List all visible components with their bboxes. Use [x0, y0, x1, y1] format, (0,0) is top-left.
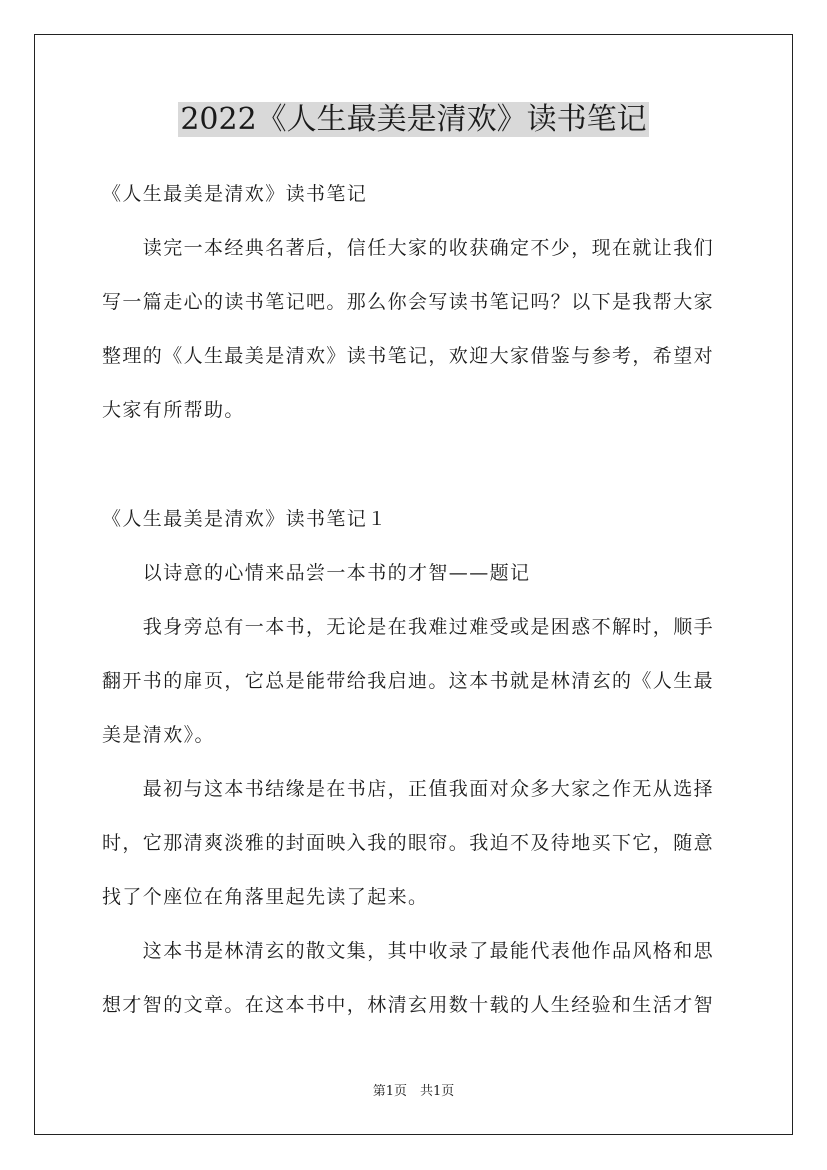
subtitle: 《人生最美是清欢》读书笔记 [102, 183, 368, 205]
p2-line-3: 找了个座位在角落里起先读了起来。 [102, 886, 429, 908]
section-heading: 《人生最美是清欢》读书笔记１ [102, 508, 388, 530]
p1-line-2: 翻开书的扉页，它总是能带给我启迪。这本书就是林清玄的《人生最 [102, 670, 715, 692]
intro-line-3: 整理的《人生最美是清欢》读书笔记，欢迎大家借鉴与参考，希望对 [102, 345, 715, 367]
p1-line-3: 美是清欢》。 [102, 724, 215, 746]
intro-line-1: 读完一本经典名著后，信任大家的收获确定不少，现在就让我们 [102, 237, 715, 259]
intro-line-2: 写一篇走心的读书笔记吧。那么你会写读书笔记吗？以下是我帮大家 [102, 291, 715, 313]
p3-line-2: 想才智的文章。在这本书中，林清玄用数十载的人生经验和生活才智 [102, 994, 715, 1016]
intro-line-4: 大家有所帮助。 [102, 399, 245, 421]
document-title: 2022《人生最美是清欢》读书笔记 [180, 102, 647, 137]
p1-line-1: 我身旁总有一本书，无论是在我难过难受或是困惑不解时，顺手 [102, 616, 715, 638]
page-footer: 第1页 共1页 [372, 1084, 455, 1099]
p2-line-1: 最初与这本书结缘是在书店，正值我面对众多大家之作无从选择 [102, 778, 715, 800]
epigraph: 以诗意的心情来品尝一本书的才智——题记 [102, 562, 531, 584]
p3-line-1: 这本书是林清玄的散文集，其中收录了最能代表他作品风格和思 [102, 940, 715, 962]
p2-line-2: 时，它那清爽淡雅的封面映入我的眼帘。我迫不及待地买下它，随意 [102, 832, 715, 854]
